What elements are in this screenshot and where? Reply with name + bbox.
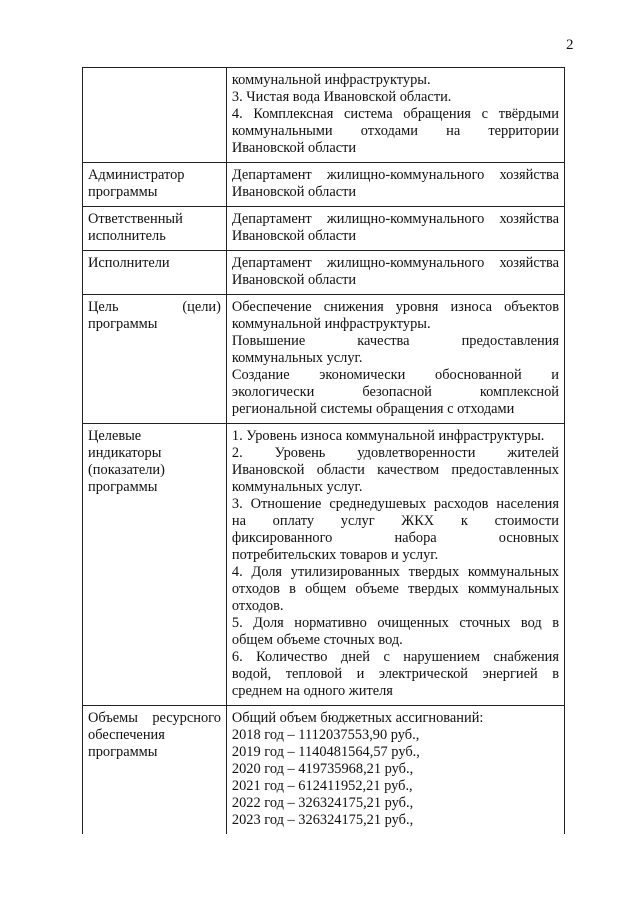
value-line: Ивановской области <box>231 140 357 156</box>
value-line: Ивановской области <box>231 228 357 244</box>
value-line: общем объеме сточных вод. <box>231 632 403 648</box>
table-row <box>83 68 565 163</box>
label-line: программы <box>88 316 158 332</box>
value-line: 2018 год – 1112037553,90 руб., <box>231 727 420 743</box>
label-line: Цель (цели) <box>88 299 221 315</box>
value-line: коммунальных услуг. <box>231 479 363 495</box>
table-row <box>83 706 565 835</box>
value-line: 1. Уровень износа коммунальной инфраструктуры. <box>231 428 545 444</box>
value-line: 4. Комплексная система обращения с твёрдыми <box>231 106 559 122</box>
value-line: коммунальных услуг. <box>231 350 363 366</box>
label-line: Ответственный <box>88 211 183 227</box>
label-line: Администратор <box>88 167 185 183</box>
value-line: водой, тепловой и электрической энергией в <box>231 666 559 682</box>
value-line: 2019 год – 1140481564,57 руб., <box>231 744 420 760</box>
value-line: Повышение качества предоставления <box>231 333 559 349</box>
value-line: 5. Доля нормативно очищенных сточных вод в <box>231 615 559 631</box>
value-line: региональной системы обращения с отходами <box>231 401 515 417</box>
table-row <box>83 424 565 706</box>
table-row <box>83 295 565 424</box>
row-label-cell <box>83 706 227 835</box>
value-line: Ивановской области <box>231 184 357 200</box>
value-line: Департамент жилищно-коммунального хозяйства <box>231 255 559 271</box>
value-line: потребительских товаров и услуг. <box>231 547 439 563</box>
value-line: коммунальной инфраструктуры. <box>231 316 431 332</box>
value-line: отходов в общем объеме твердых коммунальных <box>231 581 559 597</box>
page-number: 2 <box>566 37 574 53</box>
value-line: среднем на одного жителя <box>231 683 393 699</box>
row-label-cell <box>83 163 227 207</box>
value-line: 2022 год – 326324175,21 руб., <box>231 795 414 811</box>
row-value-cell <box>226 251 564 295</box>
program-passport-table <box>82 67 565 834</box>
row-label-cell <box>83 295 227 424</box>
value-line: 2023 год – 326324175,21 руб., <box>231 812 414 828</box>
label-line: программы <box>88 184 158 200</box>
value-line: 3. Отношение среднедушевых расходов населения <box>231 496 559 512</box>
value-line: Ивановской области <box>231 272 357 288</box>
value-line: 4. Доля утилизированных твердых коммунальных <box>231 564 559 580</box>
label-line: программы <box>88 479 158 495</box>
row-value-cell <box>226 207 564 251</box>
label-line: Исполнители <box>88 255 170 271</box>
row-label-cell <box>83 68 227 163</box>
row-label-cell <box>83 251 227 295</box>
row-label-cell <box>83 424 227 706</box>
row-value-cell <box>226 295 564 424</box>
value-line: Обеспечение снижения уровня износа объектов <box>231 299 559 315</box>
value-line: Ивановской области качеством предоставленных <box>231 462 559 478</box>
value-line: фиксированного набора основных <box>231 530 559 546</box>
value-line: 6. Количество дней с нарушением снабжения <box>231 649 559 665</box>
label-line: Целевые <box>88 428 142 444</box>
label-line: (показатели) <box>88 462 165 478</box>
table-row <box>83 163 565 207</box>
row-label-cell <box>83 207 227 251</box>
value-line: Создание экономически обоснованной и <box>231 367 559 383</box>
row-value-cell <box>226 424 564 706</box>
value-line: 3. Чистая вода Ивановской области. <box>231 89 452 105</box>
value-line: коммунальной инфраструктуры. <box>231 72 431 88</box>
table-row <box>83 251 565 295</box>
value-line: Общий объем бюджетных ассигнований: <box>231 710 484 726</box>
label-line: исполнитель <box>88 228 166 244</box>
value-line: Департамент жилищно-коммунального хозяйства <box>231 211 559 227</box>
table-row <box>83 207 565 251</box>
value-line: коммунальными отходами на территории <box>231 123 559 139</box>
row-value-cell <box>226 706 564 835</box>
value-line: 2020 год – 419735968,21 руб., <box>231 761 414 777</box>
label-line: индикаторы <box>88 445 162 461</box>
value-line: отходов. <box>231 598 284 614</box>
label-line: программы <box>88 744 158 760</box>
label-line: Объемы ресурсного <box>88 710 221 726</box>
value-line: 2. Уровень удовлетворенности жителей <box>231 445 559 461</box>
row-value-cell <box>226 163 564 207</box>
value-line: 2021 год – 612411952,21 руб., <box>231 778 413 794</box>
row-value-cell <box>226 68 564 163</box>
value-line: экологически безопасной комплексной <box>231 384 559 400</box>
label-line: обеспечения <box>88 727 165 743</box>
value-line: Департамент жилищно-коммунального хозяйства <box>231 167 559 183</box>
value-line: на оплату услуг ЖКХ к стоимости <box>231 513 559 529</box>
